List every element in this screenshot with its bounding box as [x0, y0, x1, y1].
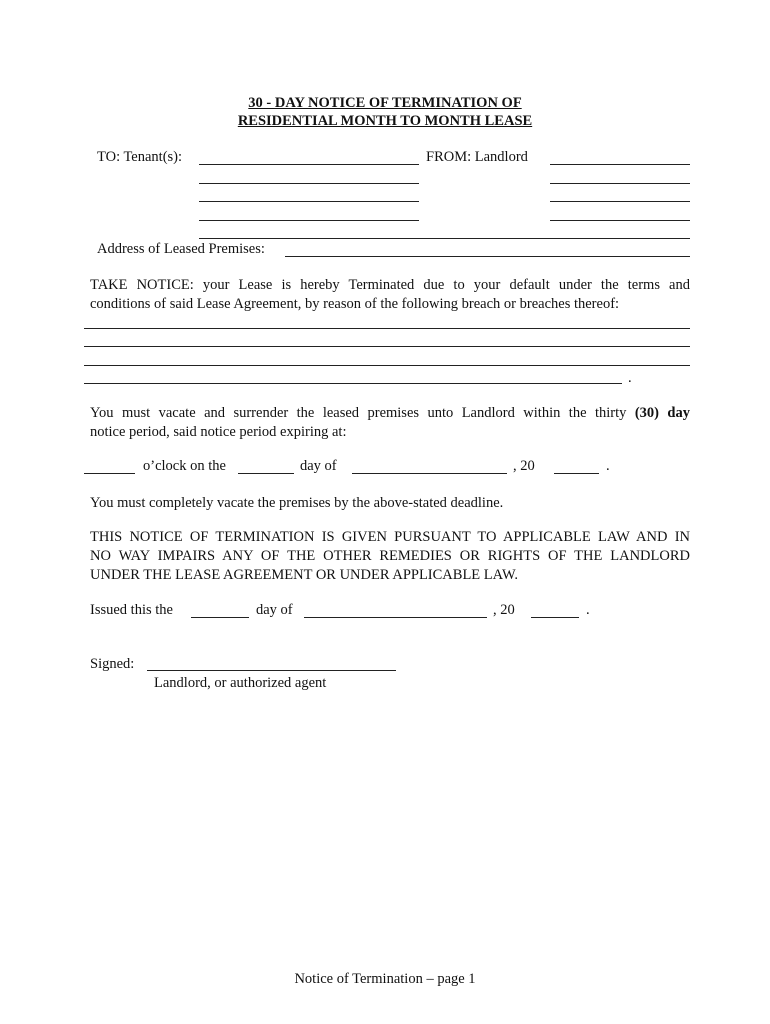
take-notice-paragraph — [90, 276, 690, 314]
breach-line-2[interactable] — [84, 346, 690, 347]
address-label: Address of Leased Premises: — [97, 241, 265, 257]
parties-divider-line — [199, 238, 690, 239]
to-tenants-label: TO: Tenant(s): — [97, 149, 183, 165]
landlord-name-line-3[interactable] — [550, 201, 690, 202]
issued-end-period: . — [586, 602, 590, 618]
issued-year-prefix: , 20 — [493, 602, 515, 618]
expiry-year-line[interactable] — [554, 473, 599, 474]
tenant-name-line-4[interactable] — [199, 220, 419, 221]
vacate-line-1 — [90, 404, 690, 423]
expiry-hour-line[interactable] — [84, 473, 135, 474]
take-notice-line-2: conditions of said Lease Agreement, by reason of the following breach or breaches thereof: — [90, 296, 620, 312]
tenant-name-line-2[interactable] — [199, 183, 419, 184]
breach-line-3[interactable] — [84, 365, 690, 366]
tenant-name-line-1[interactable] — [199, 164, 419, 165]
page-footer: Notice of Termination – page 1 — [294, 971, 476, 987]
landlord-name-line-1[interactable] — [550, 164, 690, 165]
expiry-day-of-label: day of — [300, 458, 337, 474]
tenant-name-line-3[interactable] — [199, 201, 419, 202]
issued-day-of-label: day of — [256, 602, 293, 618]
address-field-line[interactable] — [285, 256, 690, 257]
expiry-oclock-label: o’clock on the — [143, 458, 226, 474]
from-landlord-label: FROM: Landlord — [426, 149, 528, 165]
signed-label: Signed: — [90, 656, 135, 672]
legal-line-1: THIS NOTICE OF TERMINATION IS GIVEN PURSUANT TO APPLICABLE LAW AND IN — [90, 529, 690, 545]
legal-paragraph — [90, 528, 690, 585]
vacate-period-bold: (30) day — [634, 405, 690, 421]
legal-line-3: UNDER THE LEASE AGREEMENT OR UNDER APPLICABLE LAW. — [90, 567, 518, 583]
take-notice-line-1: TAKE NOTICE: your Lease is hereby Terminated due to your default under the terms and — [90, 277, 690, 293]
signature-line[interactable] — [147, 670, 396, 671]
issued-year-line[interactable] — [531, 617, 579, 618]
issued-month-line[interactable] — [304, 617, 487, 618]
deadline-statement: You must completely vacate the premises by the above-stated deadline. — [90, 495, 504, 511]
vacate-line-1-text: You must vacate and surrender the leased premises unto Landlord within the thirty — [90, 405, 627, 421]
vacate-paragraph — [90, 404, 690, 442]
breach-end-period: . — [628, 370, 632, 386]
expiry-year-prefix: , 20 — [513, 458, 535, 474]
signature-caption: Landlord, or authorized agent — [154, 675, 327, 691]
expiry-day-line[interactable] — [238, 473, 294, 474]
legal-line-2: NO WAY IMPAIRS ANY OF THE OTHER REMEDIES OR RIGHTS OF THE LANDLORD — [90, 548, 690, 564]
expiry-month-line[interactable] — [352, 473, 507, 474]
document-title-line-2: RESIDENTIAL MONTH TO MONTH LEASE — [237, 113, 533, 129]
breach-line-1[interactable] — [84, 328, 690, 329]
issued-day-line[interactable] — [191, 617, 249, 618]
landlord-name-line-2[interactable] — [550, 183, 690, 184]
issued-label: Issued this the — [90, 602, 173, 618]
expiry-end-period: . — [606, 458, 610, 474]
document-title-line-1: 30 - DAY NOTICE OF TERMINATION OF — [248, 95, 522, 111]
vacate-line-2: notice period, said notice period expiring at: — [90, 424, 347, 440]
breach-line-4[interactable] — [84, 383, 622, 384]
landlord-name-line-4[interactable] — [550, 220, 690, 221]
